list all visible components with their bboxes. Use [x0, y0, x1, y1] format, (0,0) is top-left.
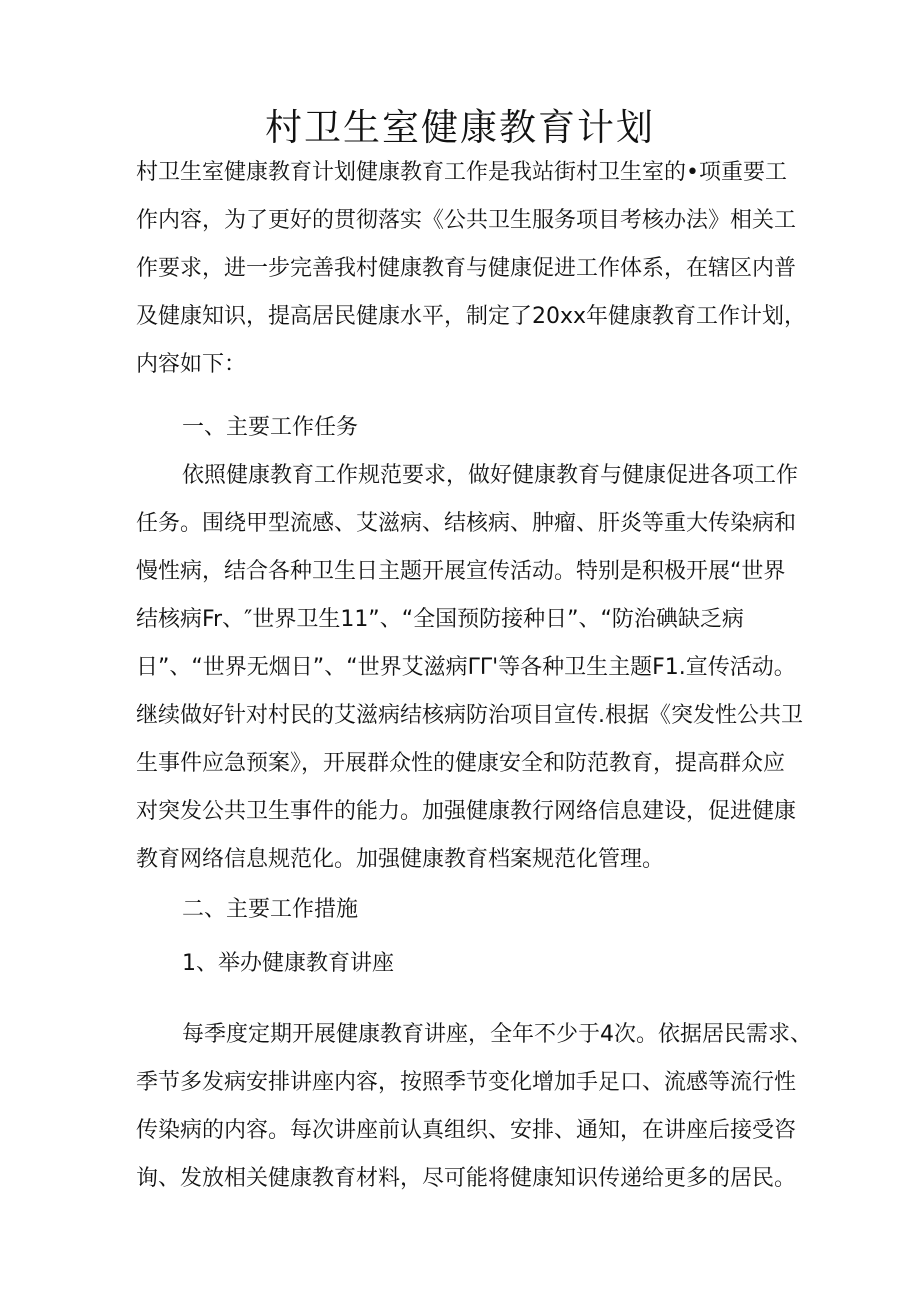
intro-paragraph [136, 149, 807, 389]
paragraph-line: 及健康知识，提高居民健康水平，制定了20xx年健康教育工作计划， [136, 304, 807, 329]
paragraph-line: 继续做好针对村民的艾滋病结核病防治项目宣传.根据《突发性公共卫 [136, 703, 803, 728]
paragraph-line: 内容如下： [136, 352, 247, 377]
paragraph-line: 依照健康教育工作规范要求，做好健康教育与健康促进各项工作 [182, 463, 799, 488]
paragraph-line: 教育网络信息规范化。加强健康教育档案规范化管理。 [136, 847, 665, 872]
paragraph-line: 作内容，为了更好的贯彻落实《公共卫生服务项目考核办法》相关工 [136, 208, 797, 233]
paragraph-line: 每季度定期开展健康教育讲座，全年不少于4次。依据居民需求、 [182, 1022, 812, 1047]
paragraph-line: 作要求，进一步完善我村健康教育与健康促进工作体系，在辖区内普 [136, 256, 797, 281]
paragraph-line: 生事件应急预案》，开展群众性的健康安全和防范教育，提高群众应 [136, 751, 786, 776]
paragraph-line: 日”、“世界无烟日”、“世界艾滋病ΓΓ'等各种卫生主题F1.宣传活动。 [136, 655, 796, 680]
paragraph-line: 慢性病，结合各种卫生日主题开展宣传活动。特别是积极开展“世界 [136, 559, 786, 584]
lectures-paragraph [136, 1011, 812, 1203]
paragraph-line: 任务。围绕甲型流感、艾滋病、结核病、肿瘤、肝炎等重大传染病和 [136, 511, 797, 536]
paragraph-line: 季节多发病安排讲座内容，按照季节变化增加手足口、流感等流行性 [136, 1070, 797, 1095]
paragraph-line: 传染病的内容。每次讲座前认真组织、安排、通知，在讲座后接受咨 [136, 1118, 797, 1143]
paragraph-line: 对突发公共卫生事件的能力。加强健康教行网络信息建设，促进健康 [136, 799, 797, 824]
section-heading-main-tasks: 一、主要工作任务 [182, 415, 359, 440]
paragraph-line: 结核病Fr、″世界卫生11”、“全国预防接种日”、“防治碘缺乏病 [136, 607, 744, 632]
subsection-heading-lectures: 1、举办健康教育讲座 [182, 951, 394, 976]
section-heading-main-measures: 二、主要工作措施 [182, 897, 359, 922]
paragraph-line: 询、发放相关健康教育材料，尽可能将健康知识传递给更多的居民。 [136, 1166, 797, 1191]
paragraph-line: 村卫生室健康教育计划健康教育工作是我站街村卫生室的•项重要工 [136, 160, 787, 185]
document-title: 村卫生室健康教育计划 [265, 106, 655, 149]
main-tasks-paragraph [136, 452, 803, 884]
